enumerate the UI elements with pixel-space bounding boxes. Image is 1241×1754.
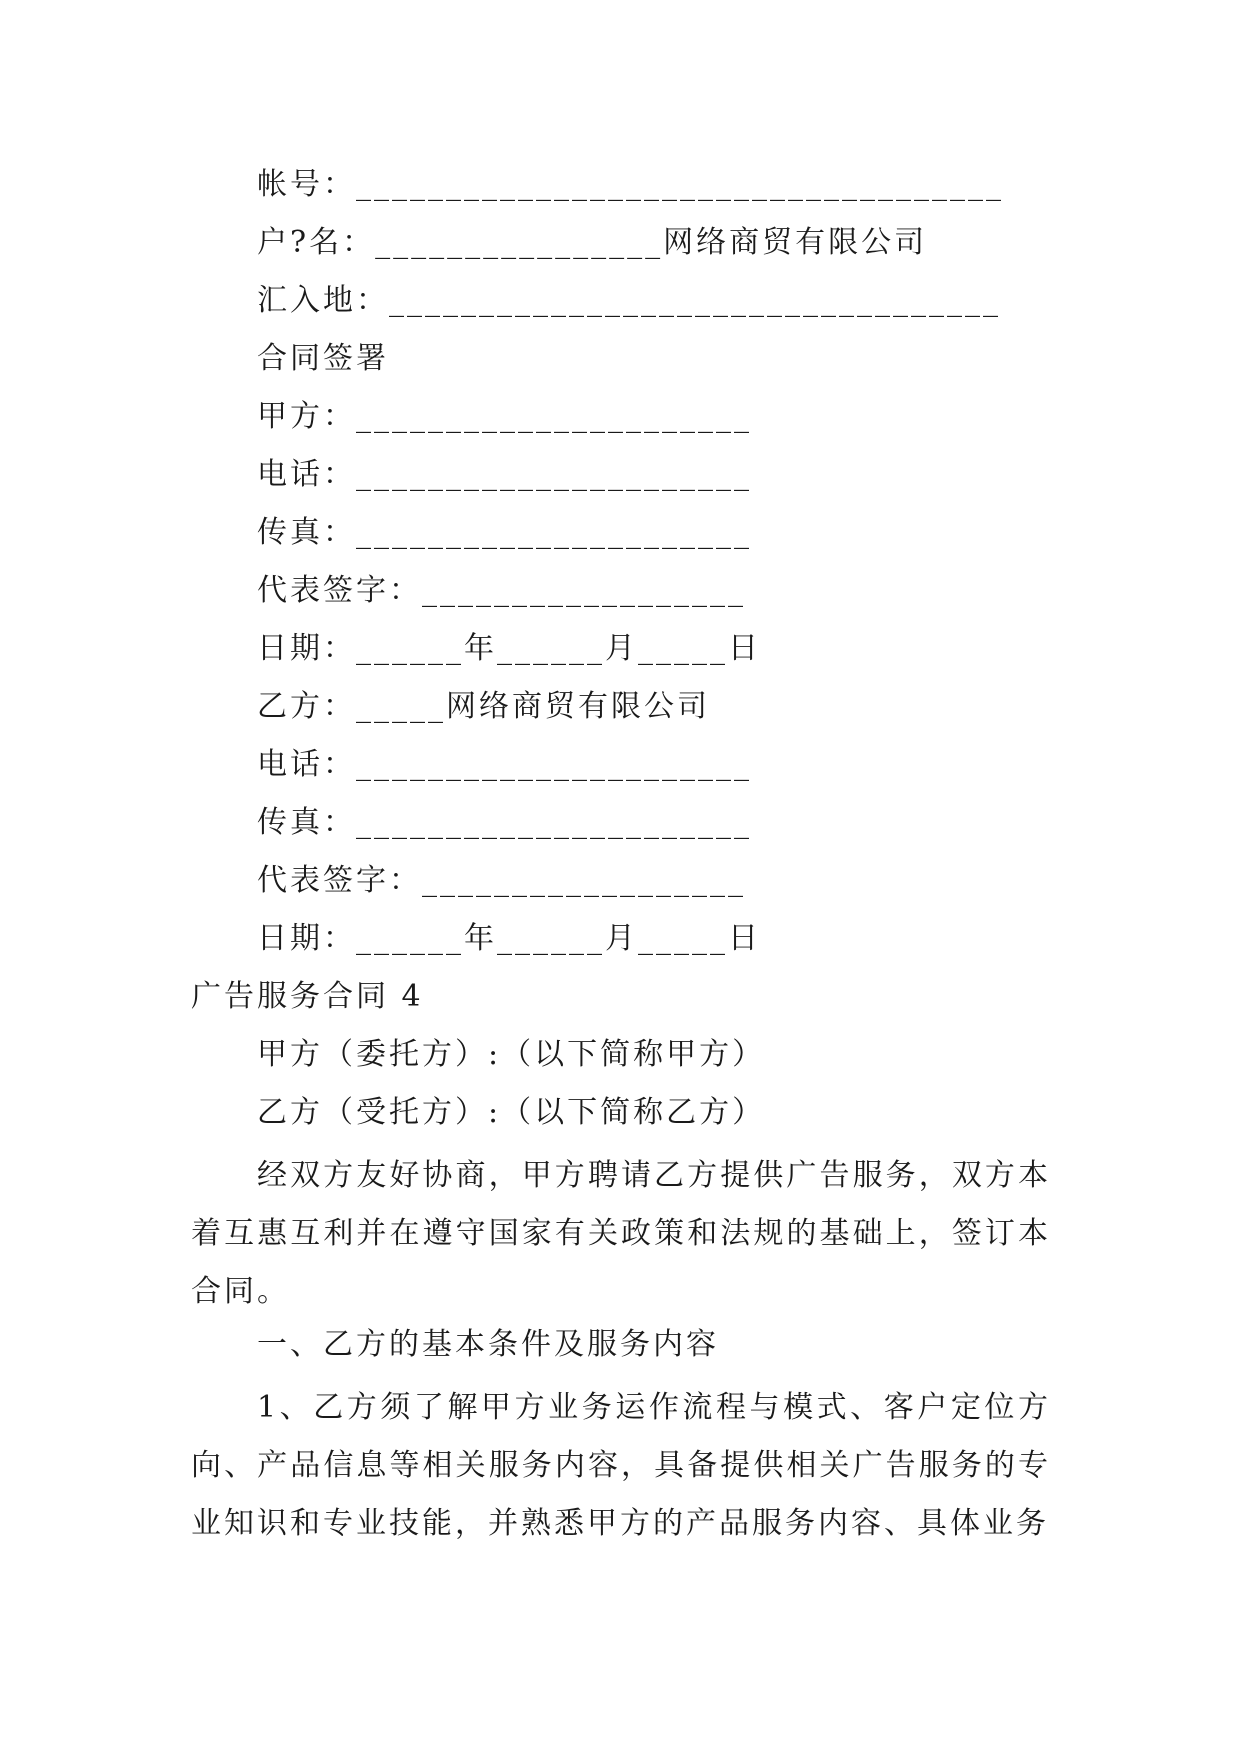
account-name-line: 户?名：________________网络商贸有限公司 (257, 225, 928, 260)
party-a-signature-line: 代表签字：__________________ (257, 573, 746, 608)
party-a-phone-line: 电话：______________________ (257, 457, 752, 492)
party-b-signature-line: 代表签字：__________________ (257, 863, 746, 898)
remit-location-line: 汇入地：__________________________________ (257, 283, 1001, 318)
account-number-line: 帐号：____________________________________ (257, 167, 1004, 202)
contract-signing-heading: 合同签署 (257, 341, 389, 376)
party-b-line: 乙方：_____网络商贸有限公司 (257, 689, 710, 724)
party-a-date-line: 日期：______年______月_____日 (257, 631, 761, 666)
party-a-definition: 甲方（委托方）:（以下简称甲方） (257, 1037, 766, 1072)
party-b-fax-line: 传真：______________________ (257, 805, 752, 840)
party-a-fax-line: 传真：______________________ (257, 515, 752, 550)
contract-heading: 广告服务合同 4 (191, 979, 424, 1014)
section-1-title: 一、乙方的基本条件及服务内容 (257, 1327, 719, 1362)
party-b-definition: 乙方（受托方）:（以下简称乙方） (257, 1095, 766, 1130)
party-b-date-line: 日期：______年______月_____日 (257, 921, 761, 956)
intro-paragraph: 经双方友好协商，甲方聘请乙方提供广告服务，双方本着互惠互利并在遵守国家有关政策和法规的基础上，签订本合同。 (191, 1158, 1051, 1309)
clause-1-paragraph: 1、乙方须了解甲方业务运作流程与模式、客户定位方向、产品信息等相关服务内容，具备提供相关广告服务的专业知识和专业技能，并熟悉甲方的产品服务内容、具体业务 (191, 1390, 1051, 1541)
party-b-phone-line: 电话：______________________ (257, 747, 752, 782)
party-a-line: 甲方：______________________ (257, 399, 752, 434)
